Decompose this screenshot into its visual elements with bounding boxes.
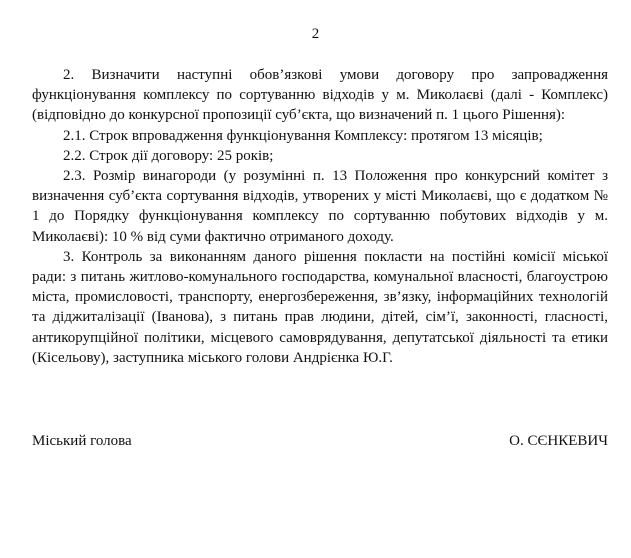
signature-block [32,433,608,450]
page-number: 2 [311,26,320,42]
paragraph-2-3: 2.3. Розмір винагороди (у розумінні п. 13 Положення про конкурсний комітет з визначення суб’єкта сортування відходів, утворених у місті Миколаєві, що є додатком № 1 до Порядку функціонування комплексу по сортуванню побутових відходів у м. Миколаєві): 10 % від суми фактично отриманого доходу. [32,168,608,245]
document-body [32,65,608,368]
signatory-name: О. СЄНКЕВИЧ [509,433,608,449]
signatory-position: Міський голова [32,433,132,449]
paragraph-2-2: 2.2. Строк дії договору: 25 років; [63,147,274,164]
paragraph-2-1: 2.1. Строк впровадження функціонування Комплексу: протягом 13 місяців; [63,127,543,144]
paragraph-2: 2. Визначити наступні обов’язкові умови договору про запровадження функціонування комплексу по сортуванню відходів у м. Миколаєві (далі - Комплекс) (відповідно до конкурсної пропозиції суб’єкта, що визначений п. 1 цього Рішення): [32,67,608,124]
paragraph-3: 3. Контроль за виконанням даного рішення покласти на постійні комісії міської ради: з питань житлово-комунального господарства, комунальної власності, благоустрою міста, промисловості, транспорту, енергозбереження, зв’язку, інформаційних технологій та діджиталізації (Іванова), з питань прав людини, дітей, сім’ї, законності, гласності, антикорупційної політики, місцевого самоврядування, депутатської діяльності та етики (Кісельову), заступника міського голови Андрієнка Ю.Г. [32,248,608,366]
